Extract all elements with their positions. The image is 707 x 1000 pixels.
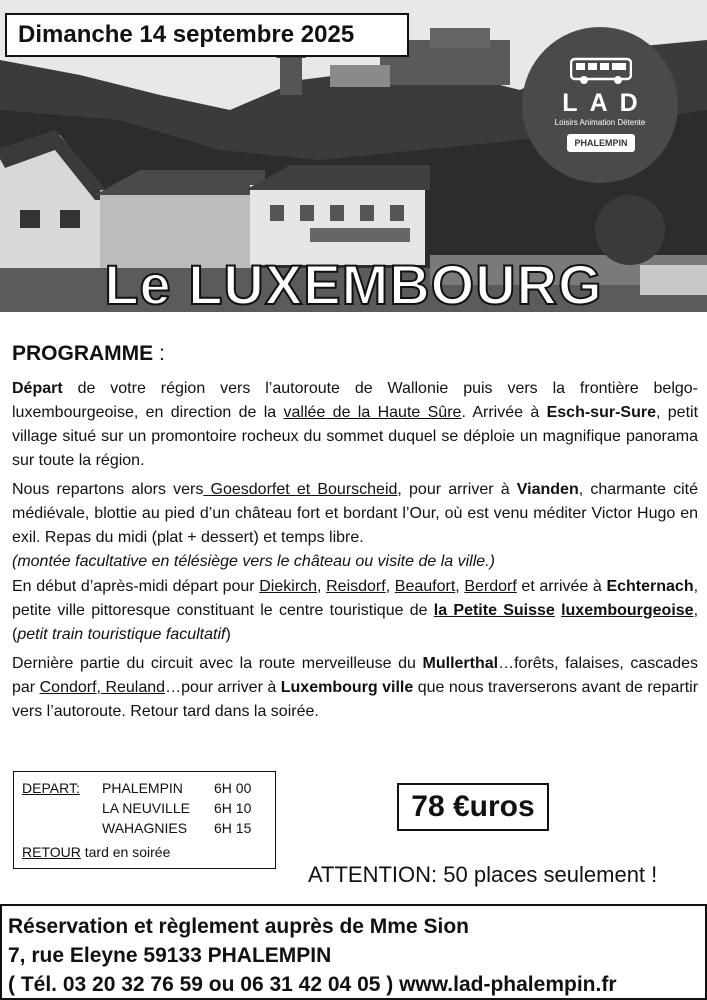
- place-berdorf: Berdorf: [464, 578, 517, 595]
- attention-notice: ATTENTION: 50 places seulement !: [308, 862, 658, 887]
- place-mullerthal: Mullerthal: [422, 655, 499, 672]
- place-vianden: Vianden: [516, 481, 579, 498]
- text: , petit village situé sur un promontoire rocheux du sommet duquel se déploie un magnifique panorama sur toute la région.: [12, 404, 699, 469]
- optional-note: petit train touristique facultatif: [17, 626, 226, 643]
- text: …forêts, falaises, cascades par: [12, 655, 699, 696]
- text: , pour arriver à: [397, 481, 517, 498]
- place-condorf: Condorf: [39, 679, 97, 696]
- bus-icon: [570, 57, 632, 85]
- departure-time: 6H 10: [214, 800, 252, 816]
- return-label: RETOUR: [22, 844, 81, 860]
- text: ): [225, 626, 231, 643]
- text: En début d’après-midi départ pour: [12, 578, 260, 595]
- text: de votre région vers l’autoroute de Wallonie puis vers la frontière belgo-luxembourgeoise, en direction de la: [12, 380, 698, 421]
- place-echternach: Echternach: [606, 578, 694, 595]
- paragraph-echternach: [12, 575, 698, 647]
- place-luxembourgeoise: luxembourgeoise: [561, 602, 694, 619]
- place-beaufort: Beaufort: [394, 578, 456, 595]
- price-box: 78 €uros: [397, 783, 549, 831]
- logo-tagline: Loisirs Animation Détente: [554, 118, 646, 127]
- page-title: Le LUXEMBOURG: [104, 253, 603, 312]
- programme-heading: [12, 342, 165, 366]
- departure-row: [14, 778, 275, 798]
- hero-photo: [0, 0, 707, 312]
- text: ,: [455, 578, 465, 595]
- departure-label: DEPART:: [22, 780, 80, 796]
- place-petite-suisse: la Petite Suisse: [433, 602, 555, 619]
- text: ,: [385, 578, 395, 595]
- programme-heading-label: PROGRAMME: [12, 342, 154, 365]
- departure-row: [14, 818, 275, 838]
- text: , (: [12, 602, 699, 643]
- reservation-contact: Réservation et règlement auprès de Mme Sion: [8, 915, 469, 938]
- departure-city: LA NEUVILLE: [102, 800, 190, 816]
- place-goesdorf-bourscheid: Goesdorfet et Bourscheid: [203, 481, 398, 498]
- departure-time: 6H 00: [214, 780, 252, 796]
- departure-time: 6H 15: [214, 820, 252, 836]
- departure-city: WAHAGNIES: [102, 820, 188, 836]
- departure-schedule: [13, 771, 276, 869]
- text: …pour arriver à: [165, 679, 281, 696]
- text: que nous traverserons avant de repartir vers l’autoroute. Retour tard dans la soirée.: [12, 679, 699, 720]
- event-date: Dimanche 14 septembre 2025: [5, 13, 409, 57]
- return-info: [22, 844, 170, 860]
- place-reisdorf: Reisdorf: [326, 578, 386, 595]
- reservation-address: 7, rue Eleyne 59133 PHALEMPIN: [8, 944, 332, 967]
- logo-town: PHALEMPIN: [567, 134, 635, 152]
- paragraph-mullerthal: [12, 652, 698, 724]
- place-luxembourg-ville: Luxembourg ville: [280, 679, 414, 696]
- paragraph-vianden: [12, 478, 698, 574]
- optional-note: (montée facultative en télésiège vers le château ou visite de la ville.): [12, 553, 495, 570]
- paragraph-departure: [12, 377, 698, 473]
- place-esch-sur-sure: Esch-sur-Sure: [546, 404, 656, 421]
- place-reuland: , Reuland: [96, 679, 166, 696]
- text: ,: [317, 578, 327, 595]
- text-bold: Départ: [12, 380, 63, 397]
- programme-heading-colon: :: [153, 342, 165, 365]
- return-text: tard en soirée: [80, 844, 171, 860]
- departure-row: [14, 798, 275, 818]
- logo-name: LAD: [562, 89, 650, 117]
- reservation-phone-website: ( Tél. 03 20 32 76 59 ou 06 31 42 04 05 ) www.lad-phalempin.fr: [8, 973, 617, 996]
- text: et arrivée à: [516, 578, 607, 595]
- text: . Arrivée à: [461, 404, 547, 421]
- place-haute-sure: vallée de la Haute Sûre: [283, 404, 462, 421]
- text: Nous repartons alors vers: [12, 481, 204, 498]
- text: , petite ville pittoresque constituant le centre touristique de: [12, 578, 699, 619]
- reservation-box: [0, 904, 707, 1000]
- text: Dernière partie du circuit avec la route merveilleuse du: [12, 655, 423, 672]
- lad-logo: [522, 27, 678, 183]
- text: , charmante cité médiévale, blottie au pied d’un château fort et bordant l’Our, où est venu méditer Victor Hugo en exil. Repas du midi (plat + dessert) et temps libre.: [12, 481, 699, 546]
- place-diekirch: Diekirch: [259, 578, 318, 595]
- departure-city: PHALEMPIN: [102, 780, 183, 796]
